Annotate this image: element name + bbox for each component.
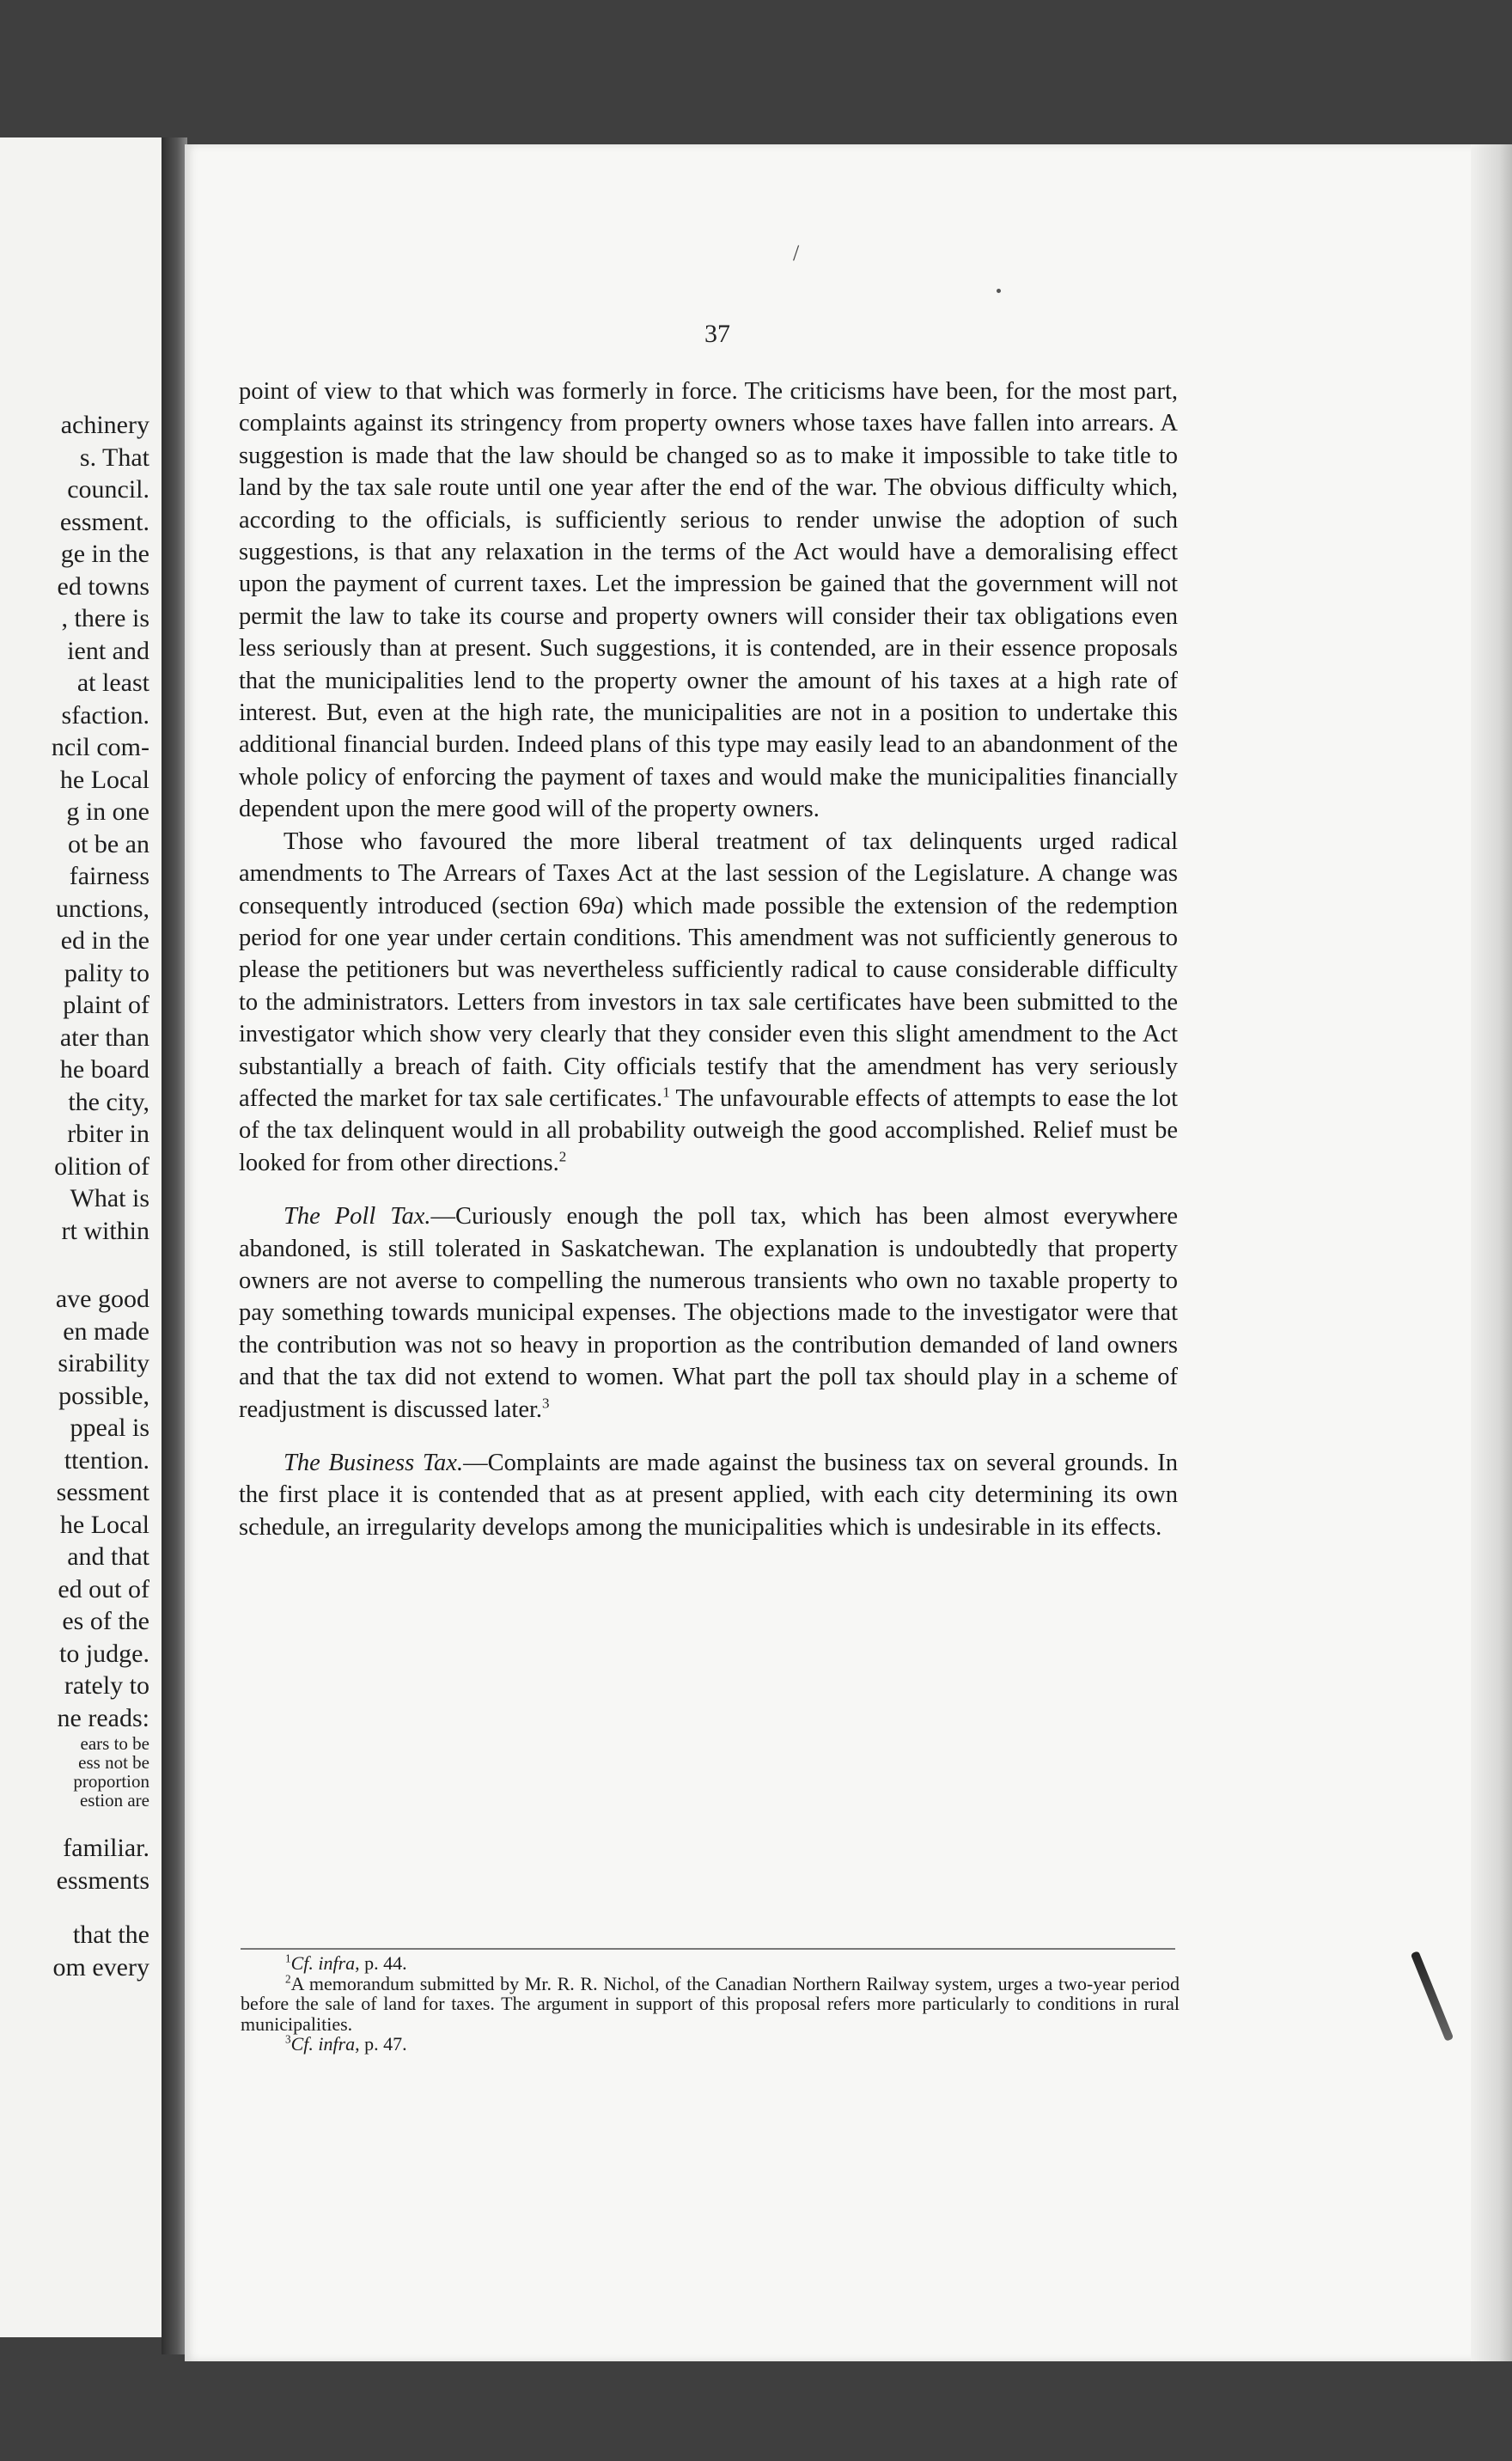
footnote-ref-2: 2: [558, 1148, 567, 1165]
footnote-ref-3: 3: [542, 1395, 550, 1412]
left-line: rt within: [61, 1216, 149, 1245]
stray-dot: [997, 289, 1001, 293]
left-line: essments: [56, 1866, 149, 1895]
left-line: he Local: [59, 1510, 149, 1539]
adjacent-left-page: [0, 137, 162, 2337]
paragraph-2-text-a: Those who favoured the more liberal treatment of tax delinquents urged radical amendments to The Arrears of Taxes Act at the last session of the Legislature. A change was consequently introduced (section 69: [239, 827, 1178, 919]
left-line: ppeal is: [70, 1414, 149, 1442]
left-line: en made: [63, 1316, 149, 1346]
footnote-2-text: A memorandum submitted by Mr. R. R. Nichol, of the Canadian Northern Railway system, urges a two-year period before the sale of land for taxes. The argument in support of this proposal refers more particularly to conditions in rural municipalities.: [241, 1972, 1180, 2035]
paragraph-business-tax: [239, 1447, 1178, 1543]
left-line: ed towns: [57, 571, 149, 601]
body-text: [239, 376, 1178, 1543]
left-line: rbiter in: [67, 1120, 149, 1148]
footnote-rule: [241, 1948, 1175, 1950]
left-line: unctions,: [55, 894, 149, 923]
left-line: he board: [59, 1055, 149, 1084]
left-line: olition of: [54, 1151, 149, 1181]
left-line: What is: [70, 1184, 149, 1212]
left-line: at least: [76, 669, 149, 697]
left-line: ne reads:: [57, 1703, 149, 1732]
page-edge: [1471, 144, 1512, 2361]
section-heading-poll-tax: The Poll Tax.: [284, 1203, 431, 1230]
left-line-small: proportion: [73, 1771, 149, 1792]
left-line: council.: [67, 475, 149, 504]
left-line: achinery: [60, 411, 149, 439]
left-line: the city,: [68, 1087, 149, 1116]
left-line: fairness: [69, 862, 149, 890]
footnote-1-ref: Cf. infra: [290, 1952, 356, 1974]
left-line: es of the: [62, 1607, 149, 1635]
left-line-small: ears to be: [80, 1733, 149, 1754]
left-line: familiar.: [63, 1834, 149, 1862]
left-line: sessment: [56, 1478, 149, 1506]
left-line: ave good: [55, 1285, 149, 1313]
left-line: g in one: [66, 797, 149, 826]
left-line: rately to: [64, 1671, 149, 1700]
left-line: plaint of: [63, 991, 149, 1019]
paragraph-3-text: —Curiously enough the poll tax, which has been almost everywhere abandoned, is still tolerated in Saskatchewan. The explanation is undoubtedly that property owners are not averse to compelling the numerous transients who own no taxable property to pay something towards municipal expenses. The objections made to the investigator were that the contribution was not so heavy in proportion as the contribution demanded of land owners and that the tax did not extend to women. What part the poll tax should play in a scheme of readjustment is discussed later.: [239, 1203, 1178, 1423]
left-line-small: estion are: [79, 1790, 149, 1811]
section-letter: a: [603, 892, 616, 919]
left-line: ed in the: [60, 926, 149, 955]
paragraph-1: [239, 376, 1178, 826]
footnote-mark-2: 2: [285, 1972, 291, 1986]
binding-gutter: [162, 137, 187, 2354]
footnote-2: [241, 1974, 1180, 2035]
left-line: pality to: [64, 958, 149, 987]
footnote-3: [241, 2034, 1180, 2055]
footnote-3-rest: , p. 47.: [355, 2033, 407, 2055]
left-line-small: ess not be: [78, 1752, 149, 1773]
paragraph-2-text-b: ) which made possible the extension of the redemption period for one year under certain conditions. This amendment was not sufficiently generous to please the petitioners but was nevertheless sufficiently radical to cause considerable difficulty to the administrators. Letters from investors in tax sale certificates have been submitted to the investigator which show very clearly that they consider even this slight amendment to the Act substantially a breach of faith. City officials testify that the amendment has very seriously affected the market for tax sale certificates.: [239, 892, 1178, 1112]
left-line: , there is: [61, 604, 149, 632]
left-line: ttention.: [64, 1445, 149, 1475]
paragraph-2: [239, 826, 1178, 1179]
left-line: to judge.: [59, 1639, 149, 1668]
left-line: ncil com-: [51, 733, 149, 761]
left-line: sirability: [58, 1349, 149, 1377]
paragraph-4-text: —Complaints are made against the business tax on several grounds. In the first place it is contended that as at present applied, with each city determining its own schedule, an irregularity develops among the municipalities which is undesirable in its effects.: [239, 1450, 1179, 1541]
paragraph-1-text: point of view to that which was formerly in force. The criticisms have been, for the most part, complaints against its stringency from property owners whose taxes have fallen into arrears. A suggestion is made that the law should be changed so as to make it impossible to take title to land by the tax sale route until one year after the end of the war. The obvious difficulty which, according to the officials, is sufficiently serious to render unwise the adoption of such suggestions, is that any relaxation in the terms of the Act would have a demoralising effect upon the payment of current taxes. Let the impression be gained that the government will not permit the law to take its course and property owners will consider their tax obligations even less seriously than at present. Such suggestions, it is contended, are in their essence proposals that the municipalities lend to the property owner the amount of his taxes at a high rate of interest. But, even at the high rate, the municipalities are not in a position to undertake this additional financial burden. Indeed plans of this type may easily lead to an abandonment of the whole policy of enforcing the payment of taxes and would make the municipalities financially dependent upon the mere good will of the property owners.: [239, 378, 1178, 823]
footnote-mark-1: 1: [285, 1951, 291, 1965]
footnote-mark-3: 3: [285, 2032, 291, 2046]
page-number: 37: [704, 320, 730, 348]
footnote-ref-1: 1: [662, 1084, 670, 1101]
left-line: ient and: [67, 636, 149, 665]
footnote-1-rest: , p. 44.: [355, 1952, 407, 1974]
left-line: and that: [67, 1542, 149, 1571]
left-line: ed out of: [58, 1574, 149, 1603]
section-heading-business-tax: The Business Tax.: [284, 1450, 464, 1476]
left-line: ge in the: [60, 540, 149, 568]
left-line: that the: [72, 1921, 149, 1949]
left-line: ot be an: [68, 829, 149, 858]
paragraph-2-text-c: The unfavourable effects of attempts to ease the lot of the tax delinquent would in all probability outweigh the good accomplished. Relief must be looked for from other directions.: [239, 1084, 1179, 1176]
footnotes: [241, 1953, 1180, 2055]
left-line: s. That: [79, 443, 149, 472]
left-line: ater than: [59, 1023, 149, 1052]
left-line: sfaction.: [61, 700, 149, 730]
left-line: possible,: [58, 1381, 149, 1410]
left-line: he Local: [59, 765, 149, 794]
footnote-1: [241, 1953, 1180, 1974]
left-line: essment.: [59, 507, 149, 536]
footnote-3-ref: Cf. infra: [290, 2033, 356, 2055]
paragraph-poll-tax: [239, 1200, 1178, 1426]
stray-mark: /: [793, 241, 800, 266]
left-line: om every: [52, 1952, 149, 1982]
left-page-text: [0, 409, 149, 1983]
